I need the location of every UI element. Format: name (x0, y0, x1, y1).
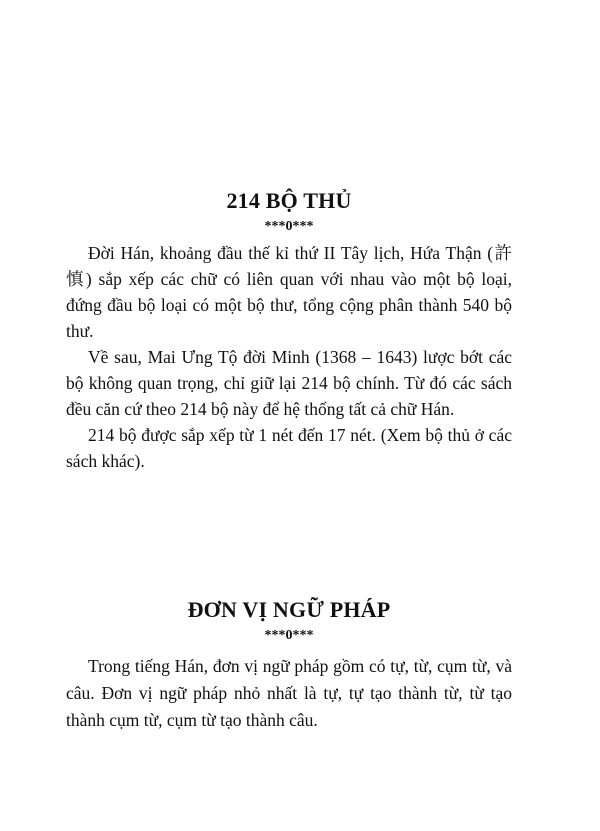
paragraph: Trong tiếng Hán, đơn vị ngữ pháp gồm có tự, từ, cụm từ, và câu. Đơn vị ngữ pháp nhỏ nhất là tự, tự tạo thành từ, từ tạo thành cụm từ, cụm từ tạo thành câu. (66, 656, 512, 730)
section-title: ĐƠN VỊ NGỮ PHÁP (187, 597, 391, 622)
section-ornament: ***0*** (264, 628, 314, 643)
paragraph: Về sau, Mai Ưng Tộ đời Minh (1368 – 1643) lược bớt các bộ không quan trọng, chỉ giữ lại 214 bộ chính. Từ đó các sách đều căn cứ theo 214 bộ này để hệ thống tất cả chữ Hán. (66, 347, 512, 419)
paragraph: Đời Hán, khoảng đầu thế kỉ thứ II Tây lịch, Hứa Thận (許慎) sắp xếp các chữ có liên quan với nhau vào một bộ loại, đứng đầu bộ loại có một bộ thư, tổng cộng phân thành 540 bộ thư. (66, 243, 512, 341)
paragraph: 214 bộ được sắp xếp từ 1 nét đến 17 nét. (Xem bộ thủ ở các sách khác). (66, 425, 512, 471)
section-ornament: ***0*** (264, 219, 314, 234)
section-title: 214 BỘ THỦ (226, 188, 352, 213)
section-don-vi-ngu-phap (66, 595, 512, 734)
section-bo-thu (66, 186, 512, 474)
